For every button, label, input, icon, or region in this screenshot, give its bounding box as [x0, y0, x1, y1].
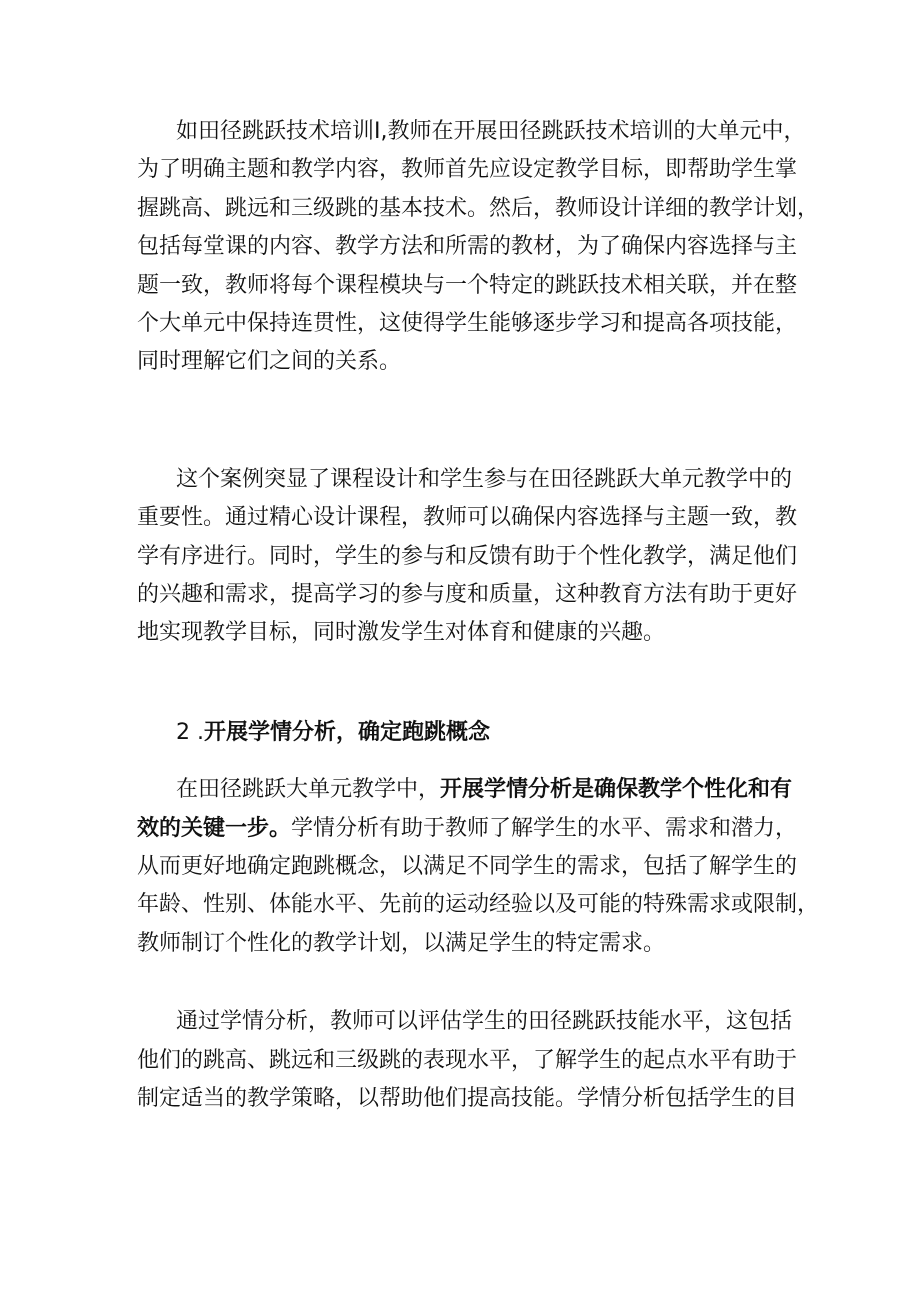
- text-line: [176, 777, 793, 803]
- text-line: 的兴趣和需求，提高学习的参与度和质量，这种教育方法有助于更好: [137, 582, 798, 607]
- text-line: 如田径跳跃技术培训Ⅰ,教师在开展田径跳跃技术培训的大单元中，: [176, 119, 806, 144]
- text-segment: 学情分析有助于教师了解学生的水平、需求和潜力，: [291, 816, 798, 841]
- section-heading: [176, 720, 787, 746]
- text-line: 包括每堂课的内容、教学方法和所需的教材，为了确保内容选择与主: [137, 234, 798, 259]
- text-line: 地实现教学目标，同时激发学生对体育和健康的兴趣。: [137, 620, 666, 645]
- heading-number: 2 .: [176, 720, 204, 745]
- bold-text-segment: 开展学情分析是确保教学个性化和有: [440, 777, 793, 802]
- text-line: 为了明确主题和教学内容，教师首先应设定教学目标，即帮助学生掌: [137, 157, 798, 182]
- text-line: [137, 816, 798, 842]
- text-line: 学有序进行。同时，学生的参与和反馈有助于个性化教学，满足他们: [137, 544, 798, 569]
- text-line: 个大单元中保持连贯性，这使得学生能够逐步学习和提高各项技能，: [137, 311, 798, 336]
- text-line: 从而更好地确定跑跳概念，以满足不同学生的需求，包括了解学生的: [137, 854, 798, 879]
- text-segment: 在田径跳跃大单元教学中，: [176, 777, 441, 802]
- text-line: 通过学情分析，教师可以评估学生的田径跳跃技能水平，这包括: [176, 1009, 793, 1034]
- text-line: 同时理解它们之间的关系。: [137, 349, 402, 374]
- bold-text-segment: 效的关键一步。: [137, 816, 292, 841]
- text-line: 握跳高、跳远和三级跳的基本技术。然后，教师设计详细的教学计划，: [137, 196, 820, 221]
- text-line: 题一致，教师将每个课程模块与一个特定的跳跃技术相关联，并在整: [137, 273, 798, 298]
- text-line: 他们的跳高、跳远和三级跳的表现水平，了解学生的起点水平有助于: [137, 1048, 798, 1073]
- text-line: 这个案例突显了课程设计和学生参与在田径跳跃大单元教学中的: [176, 467, 793, 492]
- text-line: 教师制订个性化的教学计划，以满足学生的特定需求。: [137, 931, 666, 956]
- text-line: 重要性。通过精心设计课程，教师可以确保内容选择与主题一致，教: [137, 505, 798, 530]
- heading-text: 开展学情分析，确定跑跳概念: [203, 720, 490, 745]
- text-line: 制定适当的教学策略，以帮助他们提高技能。学情分析包括学生的目: [137, 1086, 798, 1111]
- text-line: 年龄、性别、体能水平、先前的运动经验以及可能的特殊需求或限制，: [137, 892, 820, 917]
